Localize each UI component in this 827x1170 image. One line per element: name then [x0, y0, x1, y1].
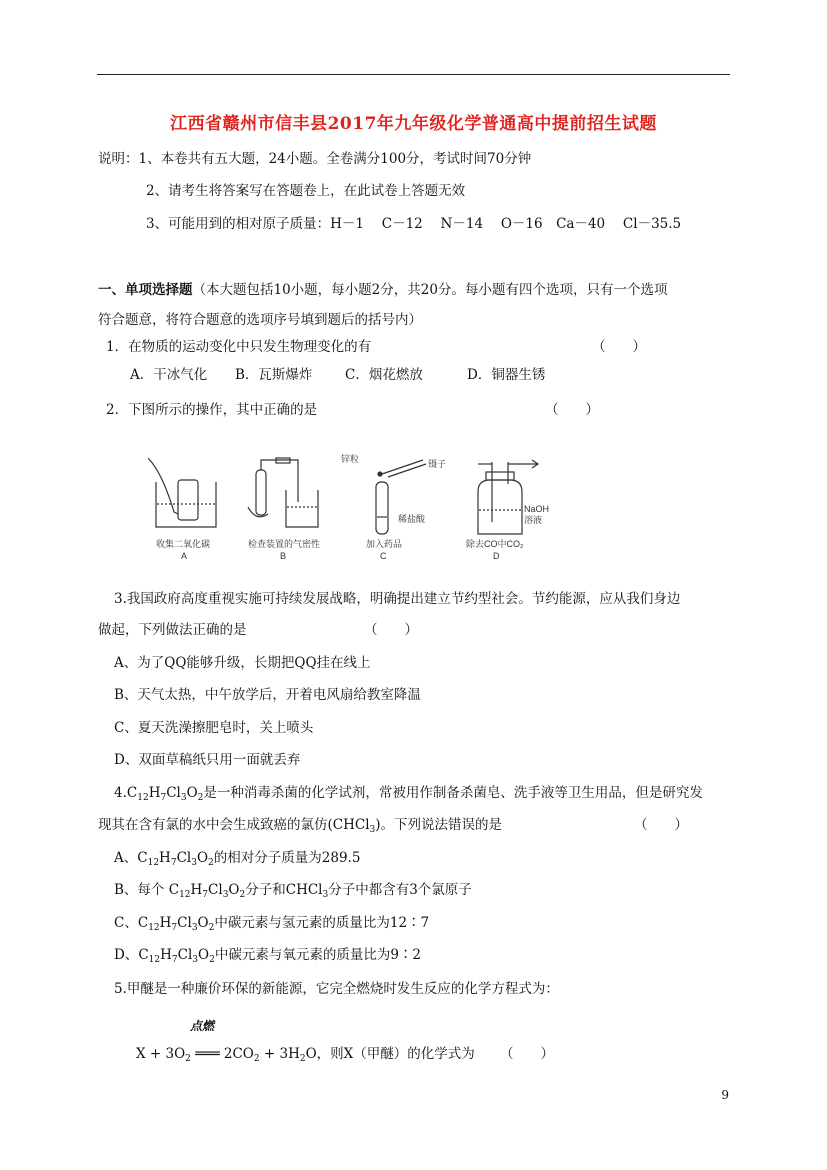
- q5-stem: 5.甲醚是一种廉价环保的新能源，它完全燃烧时发生反应的化学方程式为：: [114, 981, 559, 997]
- q1-options: [130, 366, 545, 384]
- q4-formula-a: $C_{12}H_7Cl_3O_2$: [137, 850, 214, 868]
- q2-figure: [148, 452, 568, 560]
- label-naoh-2: 溶液: [524, 515, 543, 525]
- q3-option-c: C、夏天洗澡擦肥皂时，关上喷头: [114, 720, 314, 736]
- section-1-heading-line: [98, 281, 667, 299]
- caption-d: 除去CO中CO₂: [466, 539, 524, 549]
- letter-b: B: [280, 551, 287, 560]
- q5-reaction-condition: 点燃: [190, 1019, 215, 1033]
- section-1-desc-2: 符合题意，将符合题意的选项序号填到题后的括号内）: [98, 312, 422, 328]
- q4-formula: $C_{12}H_7Cl_3O_2$: [126, 785, 204, 803]
- caption-a: 收集二氧化碳: [156, 539, 211, 549]
- q3-option-b: B、天气太热，中午放学后，开着电风扇给教室降温: [114, 687, 421, 703]
- q4-formula-d: $C_{12}H_7Cl_3O_2$: [138, 947, 215, 965]
- q3-stem-2: 做起，下列做法正确的是: [98, 622, 247, 638]
- letter-a: A: [181, 551, 188, 560]
- q4-option-a: A、$C_{12}H_7Cl_3O_2$的相对分子质量为289.5: [114, 850, 361, 868]
- q1-option-c: C．烟花燃放: [345, 367, 423, 383]
- label-naoh-1: NaOH: [524, 504, 550, 514]
- label-acid: 稀盐酸: [398, 514, 426, 524]
- header-rule: [97, 74, 730, 75]
- apparatus-illustration: [148, 452, 568, 560]
- q1-stem: 1．在物质的运动变化中只发生物理变化的有: [106, 339, 372, 355]
- section-1-heading: 一、单项选择题: [98, 282, 193, 298]
- q4-stem-1: [114, 784, 703, 802]
- q1-answer-paren: （ ）: [592, 339, 646, 355]
- q3-answer-paren: （ ）: [364, 622, 418, 638]
- document-title: 江西省赣州市信丰县2017年九年级化学普通高中提前招生试题: [170, 114, 657, 134]
- q4-number: 4.: [114, 785, 127, 801]
- q1-option-b: B．瓦斯爆炸: [235, 367, 313, 383]
- q3-option-d: D、双面草稿纸只用一面就丢弃: [114, 752, 301, 768]
- q3-option-a: A、为了QQ能够升级，长期把QQ挂在线上: [114, 655, 371, 671]
- q1-option-d: D．铜器生锈: [467, 367, 546, 383]
- q4-option-c: C、$C_{12}H_7Cl_3O_2$中碳元素与氢元素的质量比为12∶7: [114, 915, 430, 933]
- q2-stem: 2．下图所示的操作，其中正确的是: [106, 402, 318, 418]
- q5-answer-paren: （ ）: [500, 1046, 554, 1062]
- page-number: 9: [721, 1088, 729, 1102]
- q4-answer-paren: （ ）: [634, 817, 688, 833]
- caption-c: 加入药品: [366, 539, 403, 549]
- letter-c: C: [380, 551, 387, 560]
- equation-arrow: ═══: [195, 1046, 220, 1062]
- note-3: 3、可能用到的相对原子质量：H－1 C－12 N－14 O－16 Ca－40 Cl－35.5: [146, 216, 682, 232]
- note-1: 说明：1、本卷共有五大题，24小题。全卷满分100分，考试时间70分钟: [98, 151, 532, 167]
- q4-option-b: B、每个 $C_{12}H_7Cl_3O_2$分子和CHCl$_3$分子中都含有3个氯原子: [114, 882, 472, 900]
- caption-b: 检查装置的气密性: [248, 539, 321, 549]
- q4-stem-2: 现其在含有氯的水中会生成致癌的氯仿(CHCl$_3$)。下列说法错误的是: [98, 817, 503, 835]
- section-1-desc: （本大题包括10小题，每小题2分，共20分。每小题有四个选项，只有一个选项: [192, 282, 668, 298]
- q3-stem-1: 3.我国政府高度重视实施可持续发展战略，明确提出建立节约型社会。节约能源，应从我们身边: [114, 591, 681, 607]
- q4-formula-c: $C_{12}H_7Cl_3O_2$: [137, 915, 215, 933]
- label-tweezers: 镊子: [428, 459, 447, 469]
- q4-stem-1-text: 是一种消毒杀菌的化学试剂，常被用作制备杀菌皂、洗手液等卫生用品，但是研究发: [203, 785, 703, 801]
- note-2: 2、请考生将答案写在答题卷上，在此试卷上答题无效: [146, 183, 466, 199]
- q1-option-a: A．干冰气化: [130, 367, 208, 383]
- q4-option-d: D、$C_{12}H_7Cl_3O_2$中碳元素与氧元素的质量比为9∶2: [114, 947, 422, 965]
- q2-answer-paren: （ ）: [545, 402, 599, 418]
- letter-d: D: [493, 551, 500, 560]
- q4-formula-b: $C_{12}H_7Cl_3O_2$: [168, 882, 246, 900]
- label-zinc: 锌粒: [341, 454, 360, 464]
- q5-equation: $X + 3O_2$ ═══ $2CO_2 + 3H_2O$，则X（甲醚）的化学式为: [136, 1046, 475, 1064]
